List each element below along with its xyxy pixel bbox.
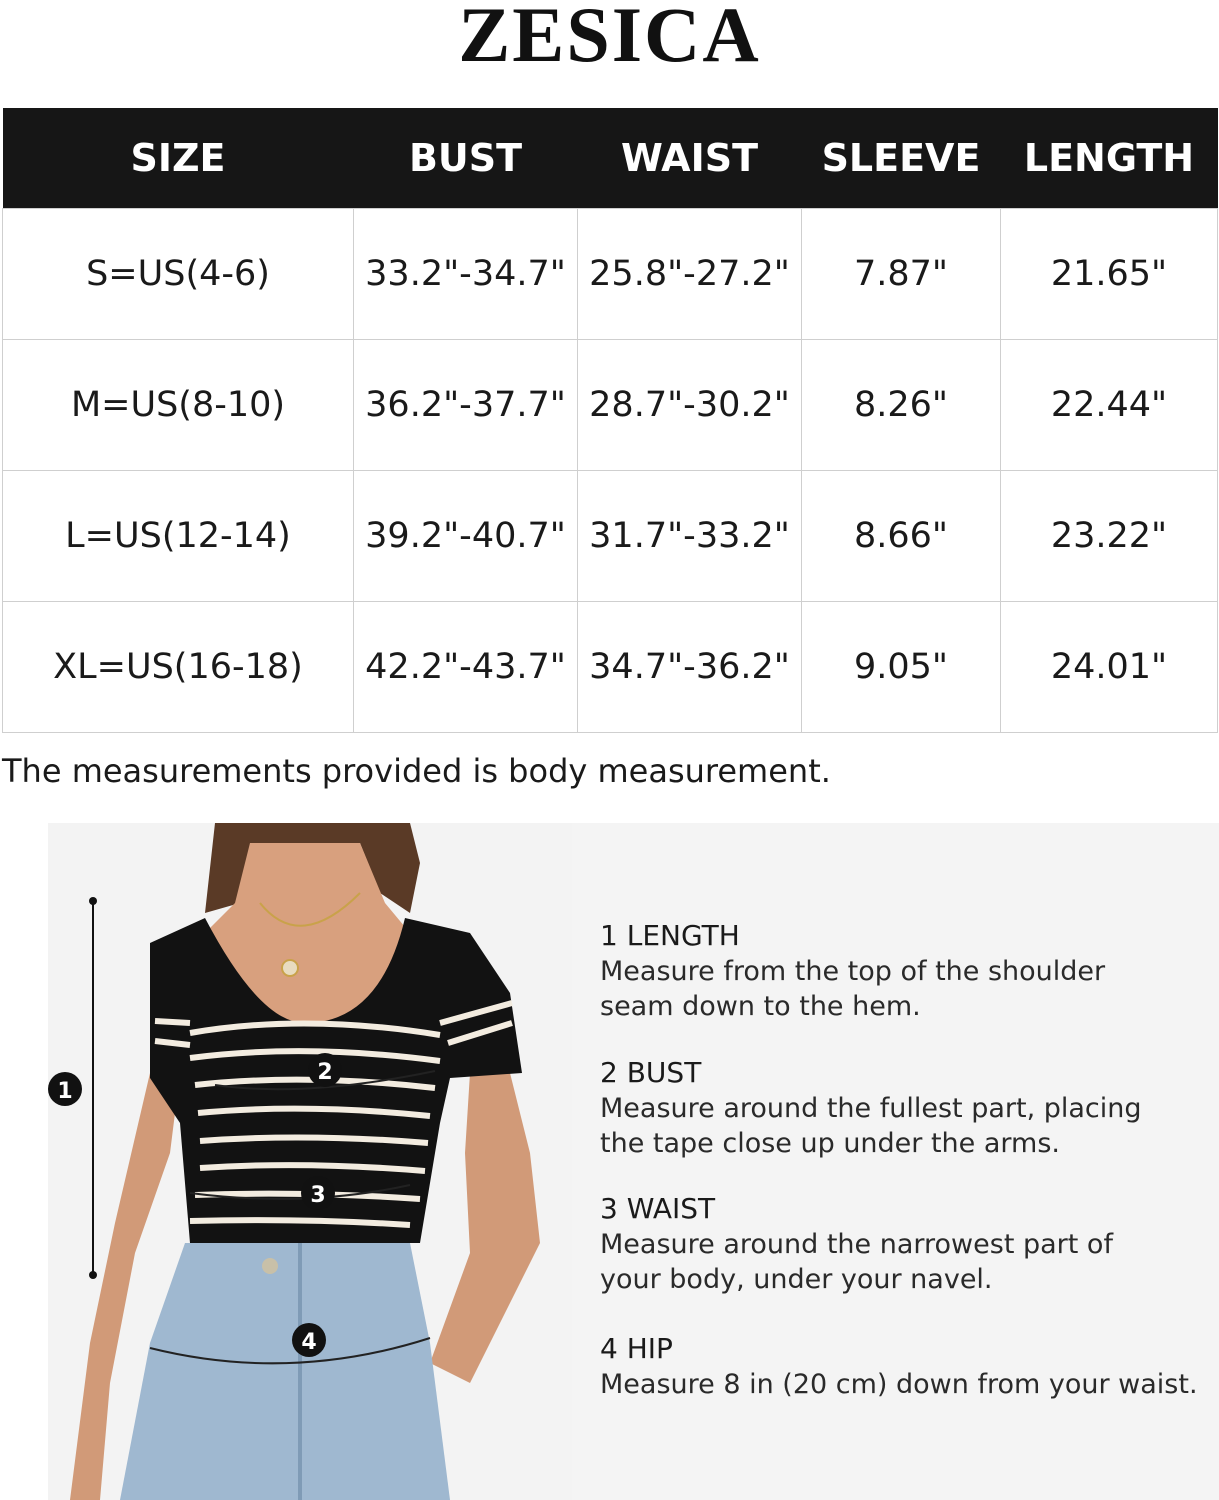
cell-waist: 34.7"-36.2" xyxy=(578,601,802,732)
brand-logo: ZESICA xyxy=(458,0,761,78)
header-bust: BUST xyxy=(354,108,578,208)
cell-sleeve: 8.26" xyxy=(802,339,1001,470)
cell-length: 24.01" xyxy=(1001,601,1218,732)
marker-1-label: 1 xyxy=(57,1079,73,1104)
header-length: LENGTH xyxy=(1001,108,1218,208)
cell-bust: 42.2"-43.7" xyxy=(354,601,578,732)
right-arm-shape xyxy=(430,1073,540,1383)
marker-4 xyxy=(292,1323,326,1357)
marker-1 xyxy=(48,1072,82,1106)
header-sleeve: SLEEVE xyxy=(802,108,1001,208)
cell-waist: 25.8"-27.2" xyxy=(578,208,802,339)
cell-size: M=US(8-10) xyxy=(3,339,354,470)
cell-size: XL=US(16-18) xyxy=(3,601,354,732)
table-header-row xyxy=(3,108,1218,208)
guide-desc-line: Measure 8 in (20 cm) down from your waist. xyxy=(600,1369,1198,1400)
guide-waist xyxy=(600,1191,1210,1297)
size-chart-table xyxy=(2,108,1218,733)
guide-length xyxy=(600,918,1210,1024)
guide-title: 3 WAIST xyxy=(600,1192,716,1225)
table-row xyxy=(3,601,1218,732)
guide-desc-line: Measure around the narrowest part of xyxy=(600,1229,1113,1260)
header-waist: WAIST xyxy=(578,108,802,208)
table-row xyxy=(3,339,1218,470)
measurement-note: The measurements provided is body measurement. xyxy=(2,752,831,790)
cell-length: 21.65" xyxy=(1001,208,1218,339)
marker-4-label: 4 xyxy=(301,1330,317,1355)
cell-bust: 39.2"-40.7" xyxy=(354,470,578,601)
marker-2-label: 2 xyxy=(317,1060,333,1085)
cell-size: S=US(4-6) xyxy=(3,208,354,339)
marker-3 xyxy=(301,1176,335,1210)
jeans-shape xyxy=(120,1243,450,1500)
model-photo xyxy=(0,823,572,1500)
cell-bust: 33.2"-34.7" xyxy=(354,208,578,339)
cell-size: L=US(12-14) xyxy=(3,470,354,601)
guide-desc-line: the tape close up under the arms. xyxy=(600,1128,1060,1159)
cell-waist: 31.7"-33.2" xyxy=(578,470,802,601)
cell-length: 22.44" xyxy=(1001,339,1218,470)
cell-bust: 36.2"-37.7" xyxy=(354,339,578,470)
header-size: SIZE xyxy=(3,108,354,208)
guide-desc-line: seam down to the hem. xyxy=(600,991,921,1022)
guide-title: 1 LENGTH xyxy=(600,919,740,952)
cell-sleeve: 8.66" xyxy=(802,470,1001,601)
cell-length: 23.22" xyxy=(1001,470,1218,601)
model-illustration xyxy=(0,823,572,1500)
cell-waist: 28.7"-30.2" xyxy=(578,339,802,470)
guide-title: 4 HIP xyxy=(600,1332,673,1365)
guide-hip xyxy=(600,1331,1210,1402)
marker-3-label: 3 xyxy=(310,1183,326,1208)
cell-sleeve: 7.87" xyxy=(802,208,1001,339)
table-row xyxy=(3,208,1218,339)
cell-sleeve: 9.05" xyxy=(802,601,1001,732)
guide-bust xyxy=(600,1055,1210,1161)
guide-desc-line: Measure from the top of the shoulder xyxy=(600,956,1106,987)
measure-guide xyxy=(572,823,1219,1500)
guide-desc-line: Measure around the fullest part, placing xyxy=(600,1093,1142,1124)
table-row xyxy=(3,470,1218,601)
guide-title: 2 BUST xyxy=(600,1056,702,1089)
marker-2 xyxy=(308,1053,342,1087)
guide-desc-line: your body, under your navel. xyxy=(600,1264,993,1295)
